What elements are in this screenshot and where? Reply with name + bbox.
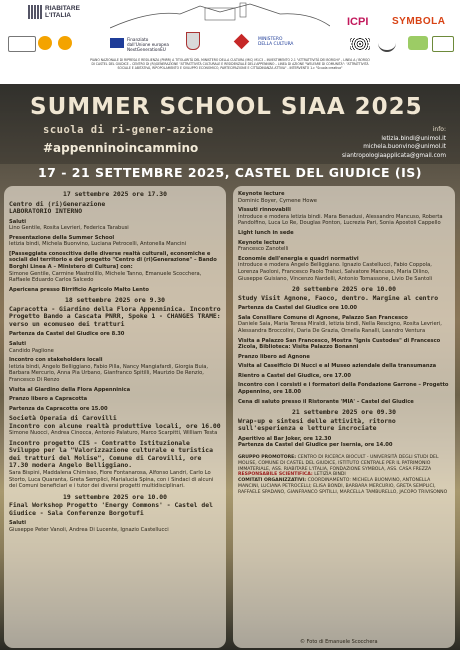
presentazione-heading: Presentazione della Summer School — [9, 234, 115, 241]
cena-item: Cena di saluto presso il Ristorante 'MIA' – Castel del Giudice — [238, 398, 414, 405]
info-email-3[interactable]: siantropologiaapplicata@gmail.com — [342, 152, 446, 159]
keynote2-heading: Keynote lecture — [238, 239, 285, 246]
sala-names: Daniele Saia, Maria Teresa Miraldi, letizia bindi, Nella Rescigno, Rosita Levrieri, Alessandra Broccolini, Daria De Grazia, Ornella Ranalli, Leandro Ventura — [238, 321, 442, 334]
caseificio-item: Visita al Caseificio Di Nucci e al Museo aziendale della transumanza — [238, 363, 437, 370]
fondazione-logo — [432, 36, 454, 52]
saluti2-names: Candido Paglione — [9, 347, 54, 354]
eu-flag-icon — [110, 38, 124, 48]
pranzo-1: Pranzo libero a Capracotta — [9, 396, 88, 403]
info-contacts — [342, 126, 446, 160]
unimol-logo — [58, 36, 72, 50]
comitati-text: COORDINAMENTO: MICHELA BUONVINO, ANTONELLA MANCINI, LUCIANA PETROCELLI; ELISA BONDI, BARBARA MERCURIO, GRETA SEMPLICI, RAFFAELE SPADANO, GIANFRANCO SPITILLI, MARCELLA TAMBURELLO, JACOPO TRIVISONNO — [238, 478, 448, 495]
visita-giardino: Visita al Giardino della Flora Appenninica — [9, 386, 131, 393]
passeggiata-names: Simone Gentile, Carmine Mastrolillo, Michele Tanno, Emanuele Scocchera, Raffaele Eduardo Carlos Salcedo — [9, 270, 202, 284]
societa-text: Incontro con alcune realtà produttive locali, ore 16.00 — [9, 421, 221, 430]
resp-label: RESPONSABILE SCIENTIFICA: — [238, 472, 313, 478]
day3-title: 19 settembre 2025 ore 10.00 — [63, 492, 167, 501]
resp-text: LETIZIA BINDI — [314, 472, 346, 478]
rientro-item: Rientro a Castel del Giudice, ore 17.00 — [238, 372, 351, 379]
partenza-1: Partenza da Castel del Giudice ore 8.30 — [9, 331, 125, 338]
pranzo-2: Pranzo libero ad Agnone — [238, 353, 310, 360]
day2-text: Capracotta - Giardino della Flora Appenninica. Incontro Progetto Bando a Cascata PNRR, Spoke 1 - CHANGES TRAME: verso un ecomuseo dei tratturi — [9, 304, 221, 328]
comitati-label: COMITATI ORGANIZZATIVI: — [238, 478, 307, 484]
cis-heading: Incontro progetto CIS - Contratto Istituzionale Sviluppo per la "Valorizzazione culturale e turistica dei tratturi del Molise", Comune di Carovilli, ore 17.30 modera Angelo Belliggiano. — [9, 438, 213, 470]
info-label: info: — [432, 126, 446, 133]
day4-title: 20 settembre 2025 ore 10.00 — [292, 285, 396, 294]
aperitivo-2: Aperitivo al Bar Joker, ore 12.30 — [238, 435, 332, 442]
gruppo-label: GRUPPO PROMOTORE: — [238, 454, 297, 460]
pnrr-fine-print: PIANO NAZIONALE DI RIPRESA E RESILIENZA (PNRR) A TITOLARITÀ DEL MINISTERO DELLA CULTURA (MiC) M1C3 – INVESTIMENTO 2.1 "ATTRATTIVITÀ DEI BORGHI" - LINEA A / BORGO DI CASTEL DEL GIUDICE – CENTRO DI (RI)GENERAZIONE "ATTRATTIVITÀ CULTURALE E RESIDENZIALE DELL'APPENNINO – LINEA DI AZIONE "WELFARE DI COMUNITÀ": "ATTRATTIVITÀ SOCIALE E ABITATIVA, RIPOPOLAMENTO E SVILUPPO ECONOMICO, PARTECIPAZIONE E CITTADINANZA ATTIVA" - INTERVENTO 1.c "Scuola creativa" — [90, 58, 370, 70]
incontro-fondazione: Incontro con i corsisti e i formatori della Fondazione Garrone – Progetto Appennino, ore 18.00 — [238, 382, 449, 396]
red-diamond-logo — [234, 34, 250, 50]
stakeholder-names: letizia bindi, Angelo Belliggiano, Fabio Pilla, Nancy Mangiafardi, Giorgia Buia, Barbara Mercurio, Anna Pia Urbano, Gianfranco Spitilli, Maurizio De Renzio, Francesco Di Renzo — [9, 363, 209, 383]
event-dates: 17 - 21 SETTEMBRE 2025, CASTEL DEL GIUDICE (IS) — [37, 165, 423, 180]
economie-heading: Economie dell'energia e quadri normativi — [238, 255, 359, 262]
icpi-logo: ICPI — [347, 16, 369, 28]
day3-text: Final Workshop Progetto 'Energy Commons' - Castel del Giudice - Sala Conferenze Borgotufi — [9, 501, 213, 517]
passeggiata-heading: [Passeggiata conoscitiva delle diverse realtà culturali, economiche e sociali del territorio e del progetto "Centro di (ri)Generazione" – Bando Borghi Linea A – Ministero di Cultura] con: — [9, 250, 217, 271]
keynote1-heading: Keynote lecture — [238, 191, 285, 197]
saluti3-heading: Saluti — [9, 520, 26, 527]
keynote1-names: Dominic Boyer, Cymene Howe — [238, 197, 317, 204]
event-title: SUMMER SCHOOL SIAA 2025 — [30, 94, 423, 120]
day5-title: 21 settembre 2025 ore 09.30 — [292, 408, 396, 417]
keynote2-names: Francesco Zanotelli — [238, 246, 289, 253]
biocult-logo — [38, 36, 52, 50]
day1-title: 17 settembre 2025 ore 17.30 — [63, 190, 167, 198]
lunch-item: Light lunch in sede — [238, 229, 294, 236]
eu-label: Finanziato dall'Unione europea NextGenerationEU — [127, 37, 169, 52]
saluti-names: Lino Gentile, Rosita Levrieri, Federica Tarabusi — [9, 225, 129, 232]
logo-strip: RIABITARE L'ITALIA ICPI SYMBOLA Finanziato dall'Unione europea NextGenerationEU MINISTERO DELLA CULTURA PIANO NAZIONALE DI RIPRESA E RESILIENZA (PNRR) A TITOLARITÀ DEL MINISTERO DELLA CULTURA (MiC) M1C3 – INVESTIMENTO 2.1 "ATTRATTIVITÀ DEI BORGHI" - LINEA A / BORGO DI CASTEL DEL GIUDICE – CENTRO DI (RI)GENERAZIONE "ATTRATTIVITÀ CULTURALE E RESIDENZIALE DELL'APPENNINO – LINEA DI AZIONE "WELFARE DI COMUNITÀ": "ATTRATTIVITÀ SOCIALE E ABITATIVA, RIPOPOLAMENTO E SVILUPPO ECONOMICO, PARTECIPAZIONE E CITTADINANZA ATTIVA" - INTERVENTO 1.c "Scuola creativa" — [0, 0, 460, 84]
presentazione-names: letizia bindi, Michela Buonvino, Luciana Petrocelli, Antonella Mancini — [9, 241, 187, 248]
visita-palazzo: Visita a Palazzo San Francesco, Mostra "Ignis Custodes" di Francesco Zicola, Biblioteca: Visita Palazzo Bonanni — [238, 337, 441, 351]
village-illustration — [110, 0, 330, 30]
photo-credit: © Foto di Emanuele Scocchera — [300, 639, 378, 645]
stakeholder-heading: Incontro con stakeholders locali — [9, 357, 103, 364]
green-logo — [408, 36, 428, 50]
symbola-logo: SYMBOLA — [392, 16, 446, 27]
day3-continued-block — [238, 191, 450, 496]
info-email-1[interactable]: letizia.bindi@unimol.it — [381, 135, 446, 142]
partenza-2: Partenza da Capracotta ore 15.00 — [9, 405, 108, 412]
apericena-item: Apericena presso Birrificio Agricolo Malto Lento — [9, 286, 149, 293]
sala-heading: Sala Consiliare Comune di Agnone, Palazzo San Francesco — [238, 314, 408, 321]
vissuti-heading: Vissuti rinnovabili — [238, 207, 291, 214]
saluti-heading: Saluti — [9, 218, 26, 225]
event-subtitle: scuola di ri-gener-azione — [43, 124, 214, 136]
partenza-3: Partenza da Castel del Giudice ore 10.00 — [238, 305, 358, 312]
day2-title: 18 settembre 2025 ore 9.30 — [64, 296, 166, 305]
day1-block — [9, 191, 221, 533]
comune-crest-icon — [186, 32, 200, 50]
economie-text: introduce e modera Angelo Belliggiano. Ignazio Castellucci, Fabio Coppola, Lorenza Paoloni, Francesco Paolo Traisci, Salvatore Mancuso, Maria Dilino, Giuseppe Guisiano, Vincenzo Nardelli, Antonio Tomassone, Livio De Santoli — [238, 262, 433, 282]
day5-text: Wrap-up e sintesi delle attività, ritorno sull'esperienza e letture incrociate — [238, 416, 396, 433]
info-email-2[interactable]: michela.buonvino@unimol.it — [363, 144, 446, 150]
saluti3-names: Giuseppe Peter Vanoli, Andrea Di Lucente, Ignazio Castellucci — [9, 526, 169, 533]
cis-names: Sara Bispini, Maddalena Chimisso, Fiore Fontanarosa, Alfonso Landri, Carlo Lo Storto, Luca Quaranta, Greta Semplici, Marialucia Spina, con i Sindaci di alcuni dei Comuni beneficiari e i tutor dei diversi progetti multidisciplinari. — [9, 469, 214, 490]
societa-names: Simone Nuocci, Andrea Cinocca, Antonio Palaturo, Marco Scarpitti, William Testa — [9, 430, 218, 437]
centro-logo — [8, 36, 36, 52]
ministero-logo: MINISTERO DELLA CULTURA — [258, 37, 294, 47]
day1-place2: LABORATORIO INTERNO — [9, 207, 83, 215]
societa-heading: Società Operaia di Carovilli — [9, 414, 117, 423]
day1-place1: Centro di (ri)Generazione — [9, 199, 106, 208]
gruppo-text: CENTRO DI RICERCA BIOCULT - UNIVERSITÀ DEGLI STUDI DEL MOLISE, COMUNE DI CASTEL DEL GIUDICE, ISTITUTO CENTRALE PER IL PATRIMONIO IMMATERIALE, ASS. RIABITARE L'ITALIA, FONDAZIONE SYMBOLA, ASS. CASA FREZZA — [238, 454, 439, 472]
vissuti-text: introduce e modera letizia bindi. Mara Benadusi, Alessandro Mancuso, Roberta Pandolfino, Luca Lo Re, Douglas Ponton, Lucrezia Pari, Sonia Apostoli Cappello — [238, 213, 443, 227]
dotted-logo — [350, 38, 370, 50]
day4-text: Study Visit Agnone, Faoco, dentro. Margine al centro — [238, 293, 439, 302]
credits-block — [238, 455, 450, 496]
event-hashtag: #appenninoincammino — [43, 141, 199, 155]
wave-logo — [378, 38, 396, 52]
partenza-4: Partenza da Castel del Giudice per Isernia, ore 14.00 — [238, 442, 393, 449]
saluti2-heading: Saluti — [9, 341, 26, 348]
